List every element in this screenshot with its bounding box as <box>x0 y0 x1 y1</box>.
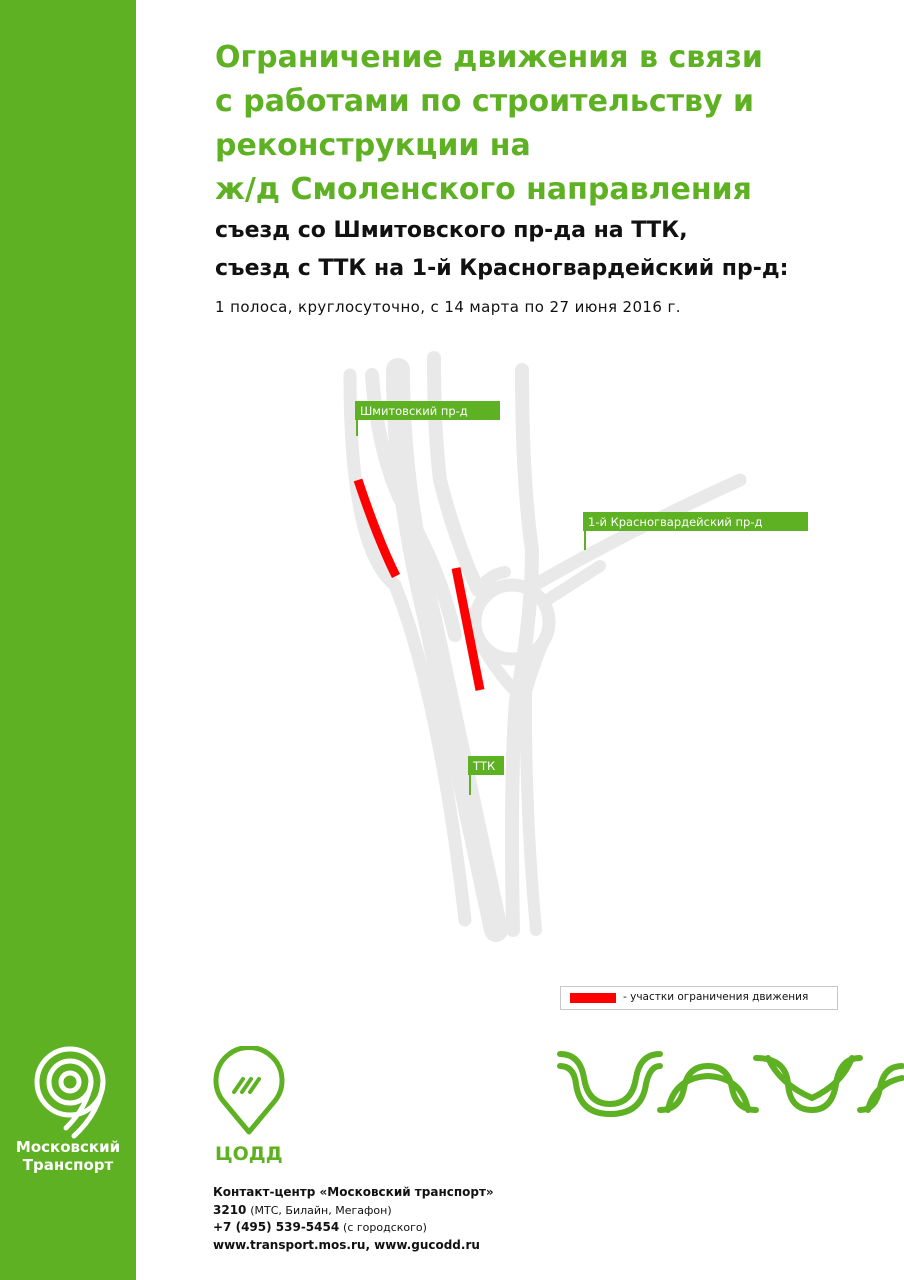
contact-phone-line <box>213 1219 494 1237</box>
title-line: Ограничение движения в связи <box>215 40 763 75</box>
websites-link[interactable]: www.transport.mos.ru, www.gucodd.ru <box>213 1237 480 1252</box>
codd-label: ЦОДД <box>215 1143 283 1165</box>
road-krasnogvardeysky <box>538 480 740 583</box>
svg-text:ТТК: ТТК <box>473 759 496 773</box>
svg-text:Шмитовский пр-д: Шмитовский пр-д <box>360 404 468 418</box>
contact-center-title: Контакт-центр «Московский транспорт» <box>213 1185 494 1199</box>
roads <box>350 358 740 930</box>
subtitle-line: съезд со Шмитовского пр-да на ТТК, <box>215 218 688 243</box>
short-number-note: (МТС, Билайн, Мегафон) <box>250 1203 392 1217</box>
page-title <box>215 36 875 212</box>
title-line: ж/д Смоленского направления <box>215 172 752 207</box>
road-scheme-map <box>300 340 840 960</box>
moscow-transport-logo-text: Московский Транспорт <box>15 1138 121 1174</box>
road-ttk-center <box>434 358 478 590</box>
decorative-wave-icon <box>556 1044 904 1124</box>
codd-logo-icon <box>210 1046 288 1138</box>
title-line: реконструкции на <box>215 128 531 163</box>
phone-note: (с городского) <box>343 1221 427 1234</box>
moscow-transport-logo-icon <box>30 1042 110 1142</box>
svg-text:1-й Красногвардейский пр-д: 1-й Красногвардейский пр-д <box>588 515 763 529</box>
contact-info <box>213 1184 494 1254</box>
road-lower-branch <box>526 692 536 930</box>
subtitle-line: съезд с ТТК на 1-й Красногвардейский пр-д: <box>215 256 789 281</box>
legend-swatch <box>570 993 616 1003</box>
map-legend <box>560 986 838 1010</box>
page-subtitle <box>215 212 895 288</box>
title-line: с работами по строительству и <box>215 84 755 119</box>
green-sidebar <box>0 0 136 1280</box>
short-number: 3210 <box>213 1202 247 1217</box>
schedule-text: 1 полоса, круглосуточно, с 14 марта по 27 июня 2016 г. <box>215 298 681 316</box>
phone-number: +7 (495) 539-5454 <box>213 1220 340 1234</box>
legend-text: - участки ограничения движения <box>623 991 809 1003</box>
contact-short-number-line <box>213 1202 494 1220</box>
